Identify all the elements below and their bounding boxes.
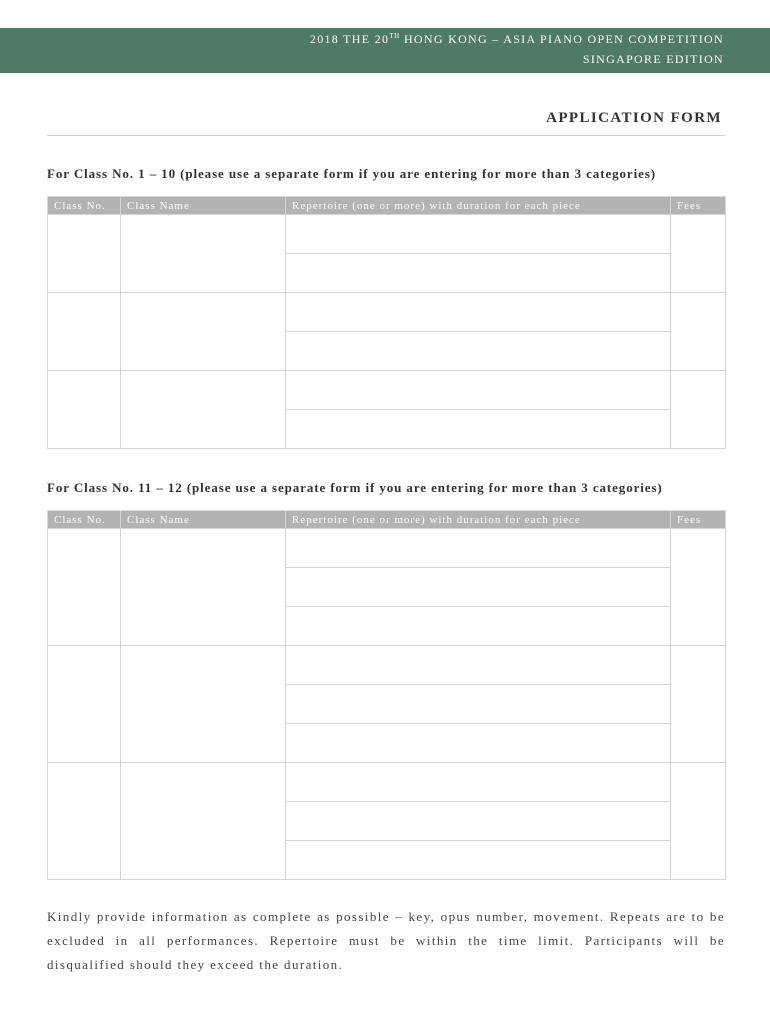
table-row xyxy=(48,763,726,802)
repertoire-cell[interactable] xyxy=(286,410,671,449)
fees-cell[interactable] xyxy=(671,646,726,763)
class-1-10-table xyxy=(47,196,726,449)
competition-title: 2018 THE 20TH HONG KONG – ASIA PIANO OPEN COMPETITION xyxy=(309,32,724,46)
section2-heading: For Class No. 11 – 12 (please use a separate form if you are entering for more than 3 categories) xyxy=(47,480,663,495)
repertoire-cell[interactable] xyxy=(286,802,671,841)
repertoire-cell[interactable] xyxy=(286,685,671,724)
header-banner xyxy=(0,28,770,73)
class-no-cell[interactable] xyxy=(48,763,121,880)
class-name-cell[interactable] xyxy=(121,763,286,880)
repertoire-cell[interactable] xyxy=(286,215,671,254)
class-no-cell[interactable] xyxy=(48,215,121,293)
class-no-cell[interactable] xyxy=(48,529,121,646)
repertoire-cell[interactable] xyxy=(286,724,671,763)
repertoire-cell[interactable] xyxy=(286,607,671,646)
class-name-cell[interactable] xyxy=(121,215,286,293)
col-class-no: Class No. xyxy=(48,511,121,529)
table-row xyxy=(48,646,726,685)
fees-cell[interactable] xyxy=(671,763,726,880)
repertoire-cell[interactable] xyxy=(286,332,671,371)
fees-cell[interactable] xyxy=(671,529,726,646)
class-name-cell[interactable] xyxy=(121,529,286,646)
col-fees: Fees xyxy=(671,511,726,529)
table-row xyxy=(48,371,726,410)
section1-heading: For Class No. 1 – 10 (please use a separate form if you are entering for more than 3 categories) xyxy=(47,166,656,181)
col-class-no: Class No. xyxy=(48,197,121,215)
class-11-12-table xyxy=(47,510,726,880)
instructions-note: Kindly provide information as complete as possible – key, opus number, movement. Repeats are to be excluded in all performances. Repertoire must be within the time limit. Participants will be disqualified should they exceed the duration. xyxy=(47,909,725,972)
repertoire-cell[interactable] xyxy=(286,568,671,607)
col-class-name: Class Name xyxy=(121,511,286,529)
repertoire-cell[interactable] xyxy=(286,293,671,332)
class-no-cell[interactable] xyxy=(48,293,121,371)
repertoire-cell[interactable] xyxy=(286,763,671,802)
class-no-cell[interactable] xyxy=(48,646,121,763)
repertoire-cell[interactable] xyxy=(286,371,671,410)
class-no-cell[interactable] xyxy=(48,371,121,449)
col-class-name: Class Name xyxy=(121,197,286,215)
col-repertoire: Repertoire (one or more) with duration for each piece xyxy=(286,511,671,529)
class-name-cell[interactable] xyxy=(121,293,286,371)
table-row xyxy=(48,215,726,254)
edition-title: SINGAPORE EDITION xyxy=(582,52,724,66)
repertoire-cell[interactable] xyxy=(286,529,671,568)
table-header-row xyxy=(48,197,726,215)
fees-cell[interactable] xyxy=(671,371,726,449)
class-name-cell[interactable] xyxy=(121,646,286,763)
fees-cell[interactable] xyxy=(671,293,726,371)
repertoire-cell[interactable] xyxy=(286,254,671,293)
table-row xyxy=(48,293,726,332)
form-title: APPLICATION FORM xyxy=(546,110,722,126)
fees-cell[interactable] xyxy=(671,215,726,293)
col-fees: Fees xyxy=(671,197,726,215)
class-name-cell[interactable] xyxy=(121,371,286,449)
col-repertoire: Repertoire (one or more) with duration for each piece xyxy=(286,197,671,215)
repertoire-cell[interactable] xyxy=(286,841,671,880)
title-divider xyxy=(47,135,725,136)
repertoire-cell[interactable] xyxy=(286,646,671,685)
table-row xyxy=(48,529,726,568)
table-header-row xyxy=(48,511,726,529)
